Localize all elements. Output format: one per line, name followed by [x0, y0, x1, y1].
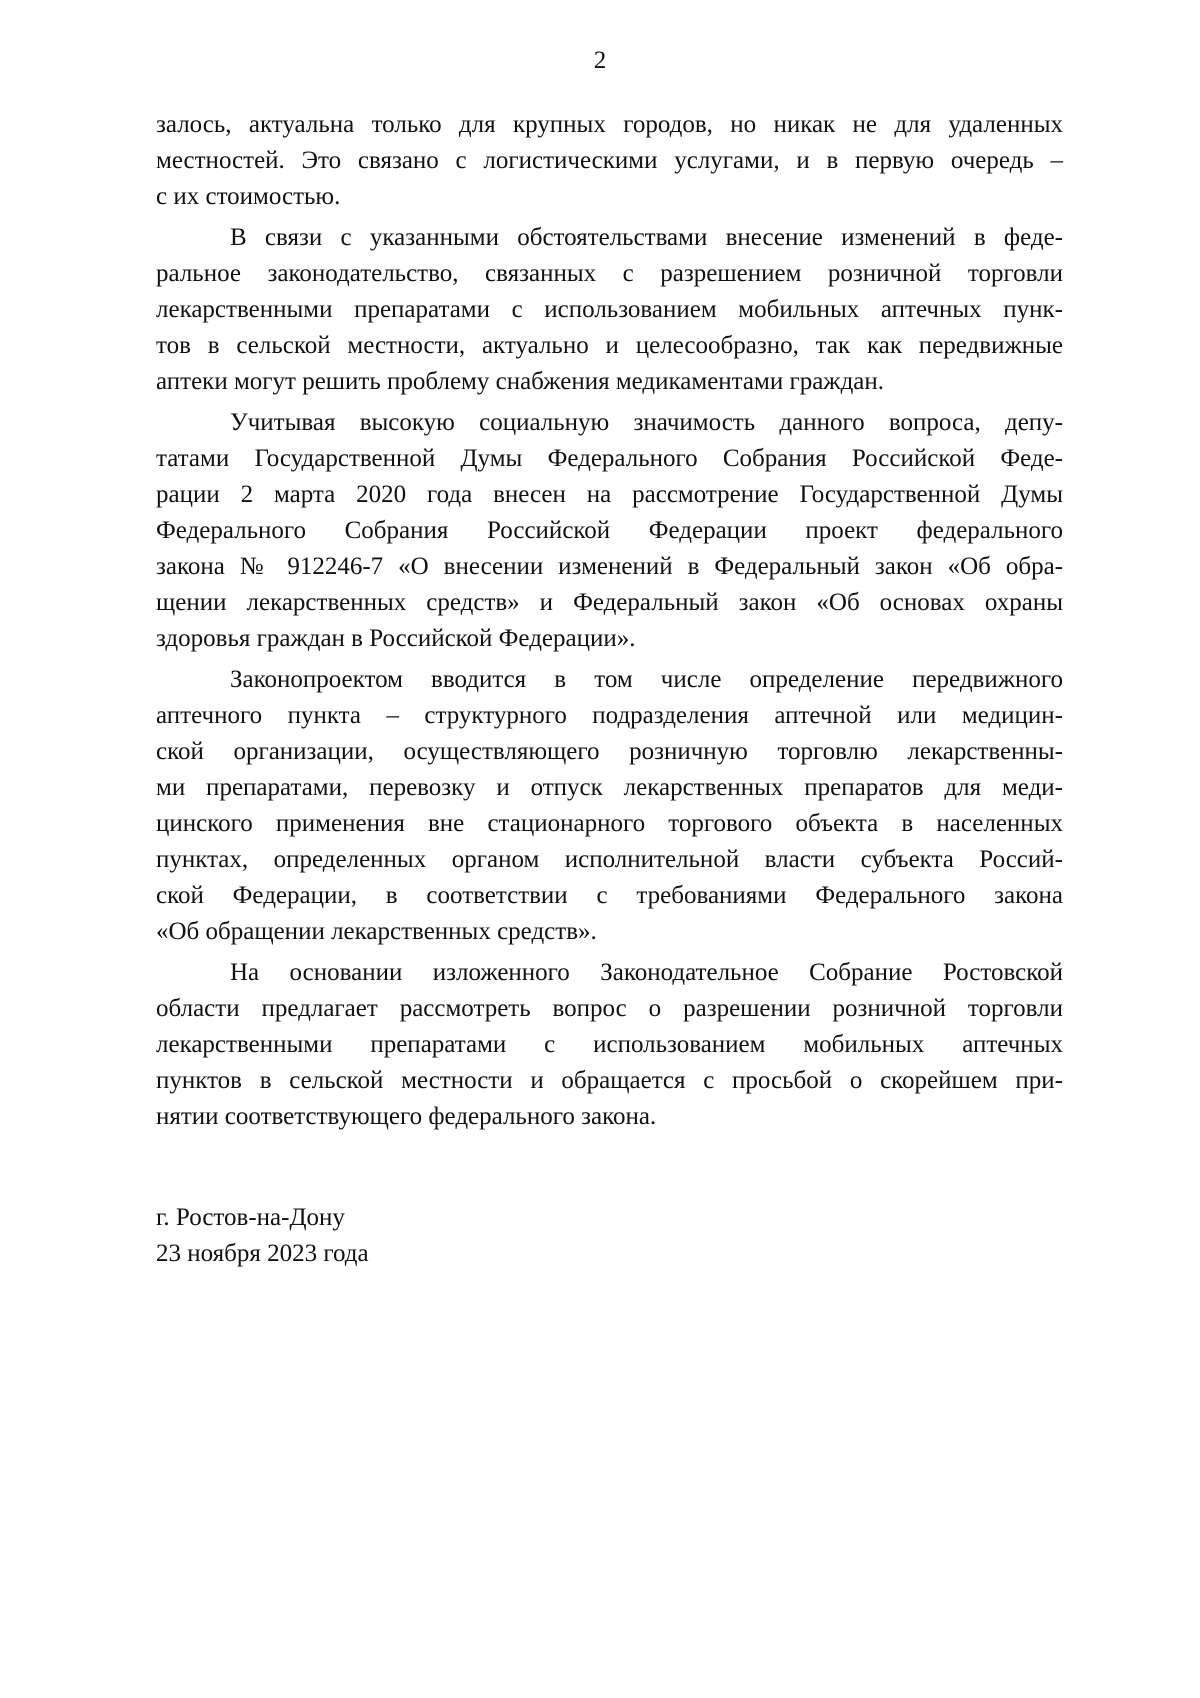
signature-place: г. Ростов-на-Дону — [156, 1204, 345, 1231]
body-line: цинского применения вне стационарного торгового объекта в населенных — [156, 810, 1063, 837]
body-line: с их стоимостью. — [156, 183, 341, 210]
body-line: ми препаратами, перевозку и отпуск лекарственных препаратов для меди- — [156, 774, 1063, 801]
signature-date: 23 ноября 2023 года — [156, 1240, 369, 1267]
body-line: аптеки могут решить проблему снабжения медикаментами граждан. — [156, 368, 885, 395]
body-line: пунктах, определенных органом исполнительной власти субъекта Россий- — [156, 846, 1063, 873]
body-line: лекарственными препаратами с использованием мобильных аптечных — [156, 1031, 1063, 1058]
body-line: ральное законодательство, связанных с разрешением розничной торговли — [156, 260, 1063, 287]
body-line: В связи с указанными обстоятельствами внесение изменений в феде- — [230, 224, 1063, 251]
body-line: закона № 912246-7 «О внесении изменений в Федеральный закон «Об обра- — [156, 553, 1063, 580]
body-line: аптечного пункта – структурного подразделения аптечной или медицин- — [156, 702, 1063, 729]
body-line: пунктов в сельской местности и обращается с просьбой о скорейшем при- — [156, 1067, 1063, 1094]
body-line: залось, актуальна только для крупных городов, но никак не для удаленных — [156, 111, 1063, 138]
body-line: Федерального Собрания Российской Федерации проект федерального — [156, 517, 1063, 544]
body-line: тов в сельской местности, актуально и целесообразно, так как передвижные — [156, 332, 1063, 359]
body-line: местностей. Это связано с логистическими услугами, и в первую очередь – — [156, 147, 1063, 174]
body-line: «Об обращении лекарственных средств». — [156, 918, 597, 945]
body-line: На основании изложенного Законодательное Собрание Ростовской — [230, 959, 1063, 986]
page-number: 2 — [593, 47, 607, 74]
body-line: лекарственными препаратами с использованием мобильных аптечных пунк- — [156, 296, 1063, 323]
body-line: ской организации, осуществляющего розничную торговлю лекарственны- — [156, 738, 1063, 765]
body-line: рации 2 марта 2020 года внесен на рассмотрение Государственной Думы — [156, 481, 1063, 508]
body-line: нятии соответствующего федерального закона. — [156, 1103, 657, 1130]
body-line: здоровья граждан в Российской Федерации». — [156, 625, 636, 652]
body-line: Учитывая высокую социальную значимость данного вопроса, депу- — [230, 409, 1063, 436]
body-line: ской Федерации, в соответствии с требованиями Федерального закона — [156, 882, 1063, 909]
body-line: щении лекарственных средств» и Федеральный закон «Об основах охраны — [156, 589, 1063, 616]
body-line: Законопроектом вводится в том числе определение передвижного — [230, 666, 1063, 693]
body-line: татами Государственной Думы Федерального Собрания Российской Феде- — [156, 445, 1063, 472]
body-line: области предлагает рассмотреть вопрос о разрешении розничной торговли — [156, 995, 1063, 1022]
